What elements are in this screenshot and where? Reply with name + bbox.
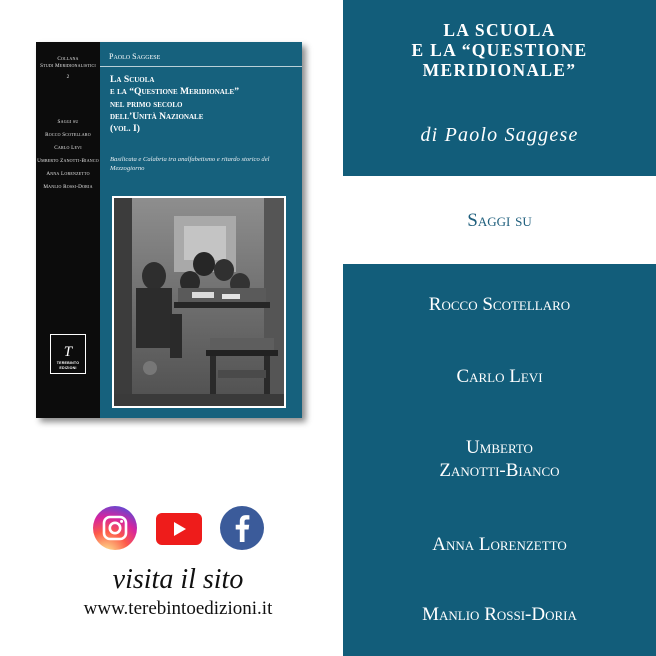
saggi-su-heading: Saggi su [467, 210, 532, 231]
cover-title-line: nel primo secolo [110, 98, 183, 110]
main-author: di Paolo Saggese [420, 124, 579, 146]
cover-author: Paolo Saggese [109, 52, 161, 61]
cover-divider [100, 66, 302, 67]
youtube-icon[interactable] [156, 513, 202, 545]
spine-name: Carlo Levi [54, 145, 82, 152]
author-name-line: Zanotti-Bianco [439, 460, 560, 481]
cover-title-line: (vol. I) [110, 123, 140, 135]
classroom-photo-graphic [114, 198, 286, 408]
spine-collana: Collana [57, 56, 79, 62]
spine-name: Rocco Scotellaro [45, 132, 91, 139]
spine-name: Anna Lorenzetto [46, 171, 90, 178]
cover-title [110, 74, 300, 135]
author-name [343, 533, 656, 556]
spine-saggi-su: Saggi su [57, 119, 79, 126]
author-name-line: Anna Lorenzetto [432, 534, 567, 555]
book-front [100, 42, 302, 418]
spine-name: Umberto Zanotti-Bianco [37, 158, 99, 165]
cover-subtitle: Basilicata e Calabria tra analfabetismo e ritardo storico del Mezzogiorno [110, 156, 270, 172]
spine-number: 2 [66, 74, 70, 81]
main-title-line: LA SCUOLA [443, 20, 556, 40]
publisher-logo [50, 334, 86, 374]
logo-text: TEREBINTO EDIZIONI [56, 361, 80, 370]
author-name [343, 365, 656, 388]
author-name-line: Carlo Levi [456, 366, 543, 387]
author-name [343, 436, 656, 482]
cover-title-line: dell’Unità Nazionale [110, 110, 204, 122]
authors-panel [343, 264, 656, 656]
cover-title-line: e la “Questione Meridionale” [110, 86, 239, 98]
facebook-icon[interactable] [220, 506, 264, 550]
book-cover [36, 42, 302, 418]
classroom-photo [112, 196, 286, 408]
author-name [343, 603, 656, 626]
site-url-link[interactable]: www.terebintoedizioni.it [83, 598, 273, 619]
instagram-icon[interactable] [93, 506, 137, 550]
title-panel [343, 0, 656, 176]
main-title-line: E LA “QUESTIONE [411, 40, 588, 60]
author-name-line: Rocco Scotellaro [428, 294, 571, 315]
book-spine [36, 42, 100, 418]
cover-title-line: La Scuola [110, 74, 155, 85]
main-title [343, 20, 656, 80]
visit-site-label: visita il sito [112, 564, 244, 595]
author-name-line: Umberto [466, 437, 533, 458]
main-title-line: MERIDIONALE” [422, 60, 577, 80]
spine-series: Studi Meridionalistici [40, 63, 96, 70]
author-name-line: Manlio Rossi-Doria [422, 604, 577, 625]
social-links [93, 506, 273, 554]
author-name [343, 293, 656, 316]
terebinto-tree-icon: t [63, 336, 73, 361]
spine-name: Manlio Rossi-Doria [43, 184, 93, 191]
